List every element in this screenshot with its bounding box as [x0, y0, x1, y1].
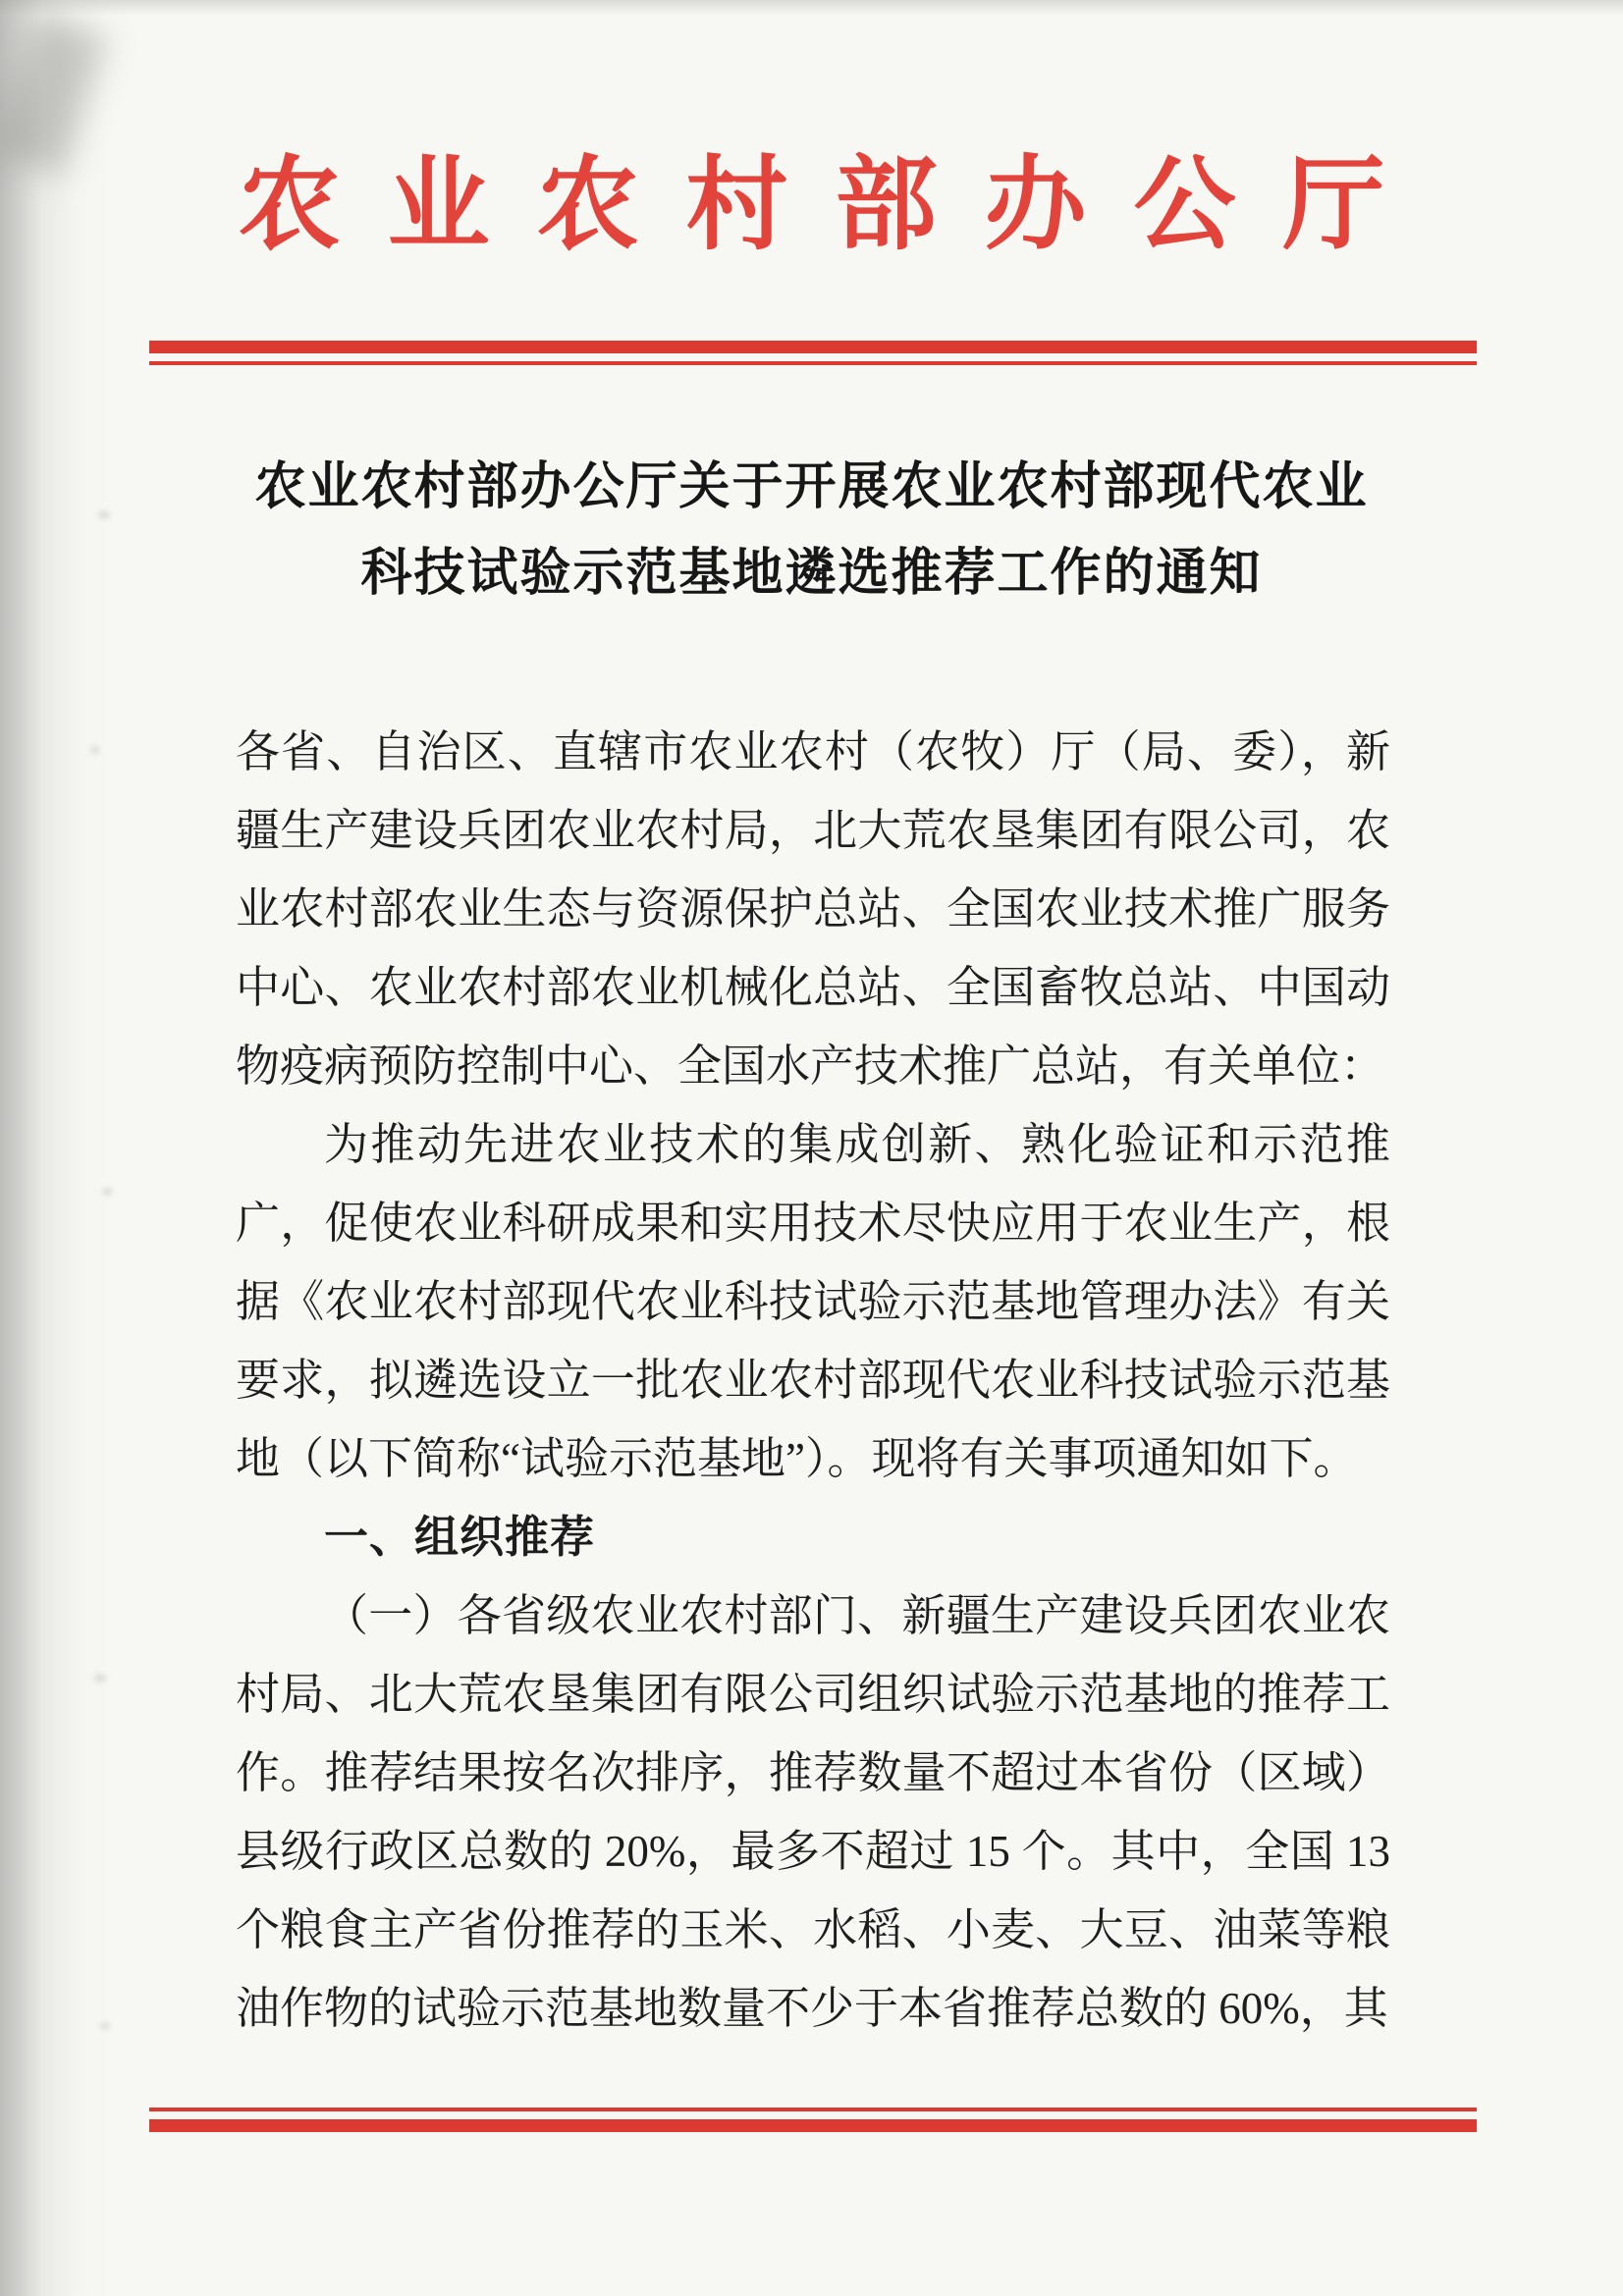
- document-title-line1: 农业农村部办公厅关于开展农业农村部现代农业: [254, 458, 1369, 515]
- scan-speck: [90, 746, 100, 754]
- recipients-paragraph: 各省、自治区、直辖市农业农村（农牧）厅（局、委），新疆生产建设兵团农业农村局，北大荒农垦集团有限公司，农业农村部农业生态与资源保护总站、全国农业技术推广服务中心、农业农村部农业机械化总站、全国畜牧总站、中国动物疫病预防控制中心、全国水产技术推广总站，有关单位：: [236, 727, 1390, 1091]
- scan-speck: [102, 1188, 113, 1196]
- footer-divider-thin-line: [149, 2108, 1477, 2111]
- document-title: [0, 444, 1623, 616]
- letterhead-divider-thick-line: [149, 341, 1477, 353]
- scan-speck: [100, 2022, 110, 2030]
- scan-speck: [94, 1674, 106, 1682]
- intro-paragraph: 为推动先进农业技术的集成创新、熟化验证和示范推广，促使农业科研成果和实用技术尽快应用于农业生产，根据《农业农村部现代农业科技试验示范基地管理办法》有关要求，拟遴选设立一批农业农村部现代农业科技试验示范基地（以下简称“试验示范基地”）。现将有关事项通知如下。: [236, 1120, 1390, 1483]
- scan-top-edge-shadow: [0, 0, 1623, 16]
- section-1-item-1-paragraph: （一）各省级农业农村部门、新疆生产建设兵团农业农村局、北大荒农垦集团有限公司组织试验示范基地的推荐工作。推荐结果按名次排序，推荐数量不超过本省份（区域）县级行政区总数的 20%，最多不超过 15 个。其中，全国 13 个粮食主产省份推荐的玉米、水稻、小麦、大豆、油菜等粮油作物的试验示范基地数量不少于本省推荐总数的 60%，其: [236, 1591, 1390, 2033]
- scan-left-edge-shadow: [0, 0, 113, 2296]
- letterhead-title: 农业农村部办公厅: [238, 149, 1433, 262]
- document-title-line2: 科技试验示范基地遴选推荐工作的通知: [360, 545, 1263, 602]
- footer-divider-thick-line: [149, 2119, 1477, 2132]
- letterhead-divider-thin-line: [149, 361, 1477, 365]
- section-1-heading: 一、组织推荐: [324, 1512, 596, 1562]
- document-body: [236, 713, 1390, 2048]
